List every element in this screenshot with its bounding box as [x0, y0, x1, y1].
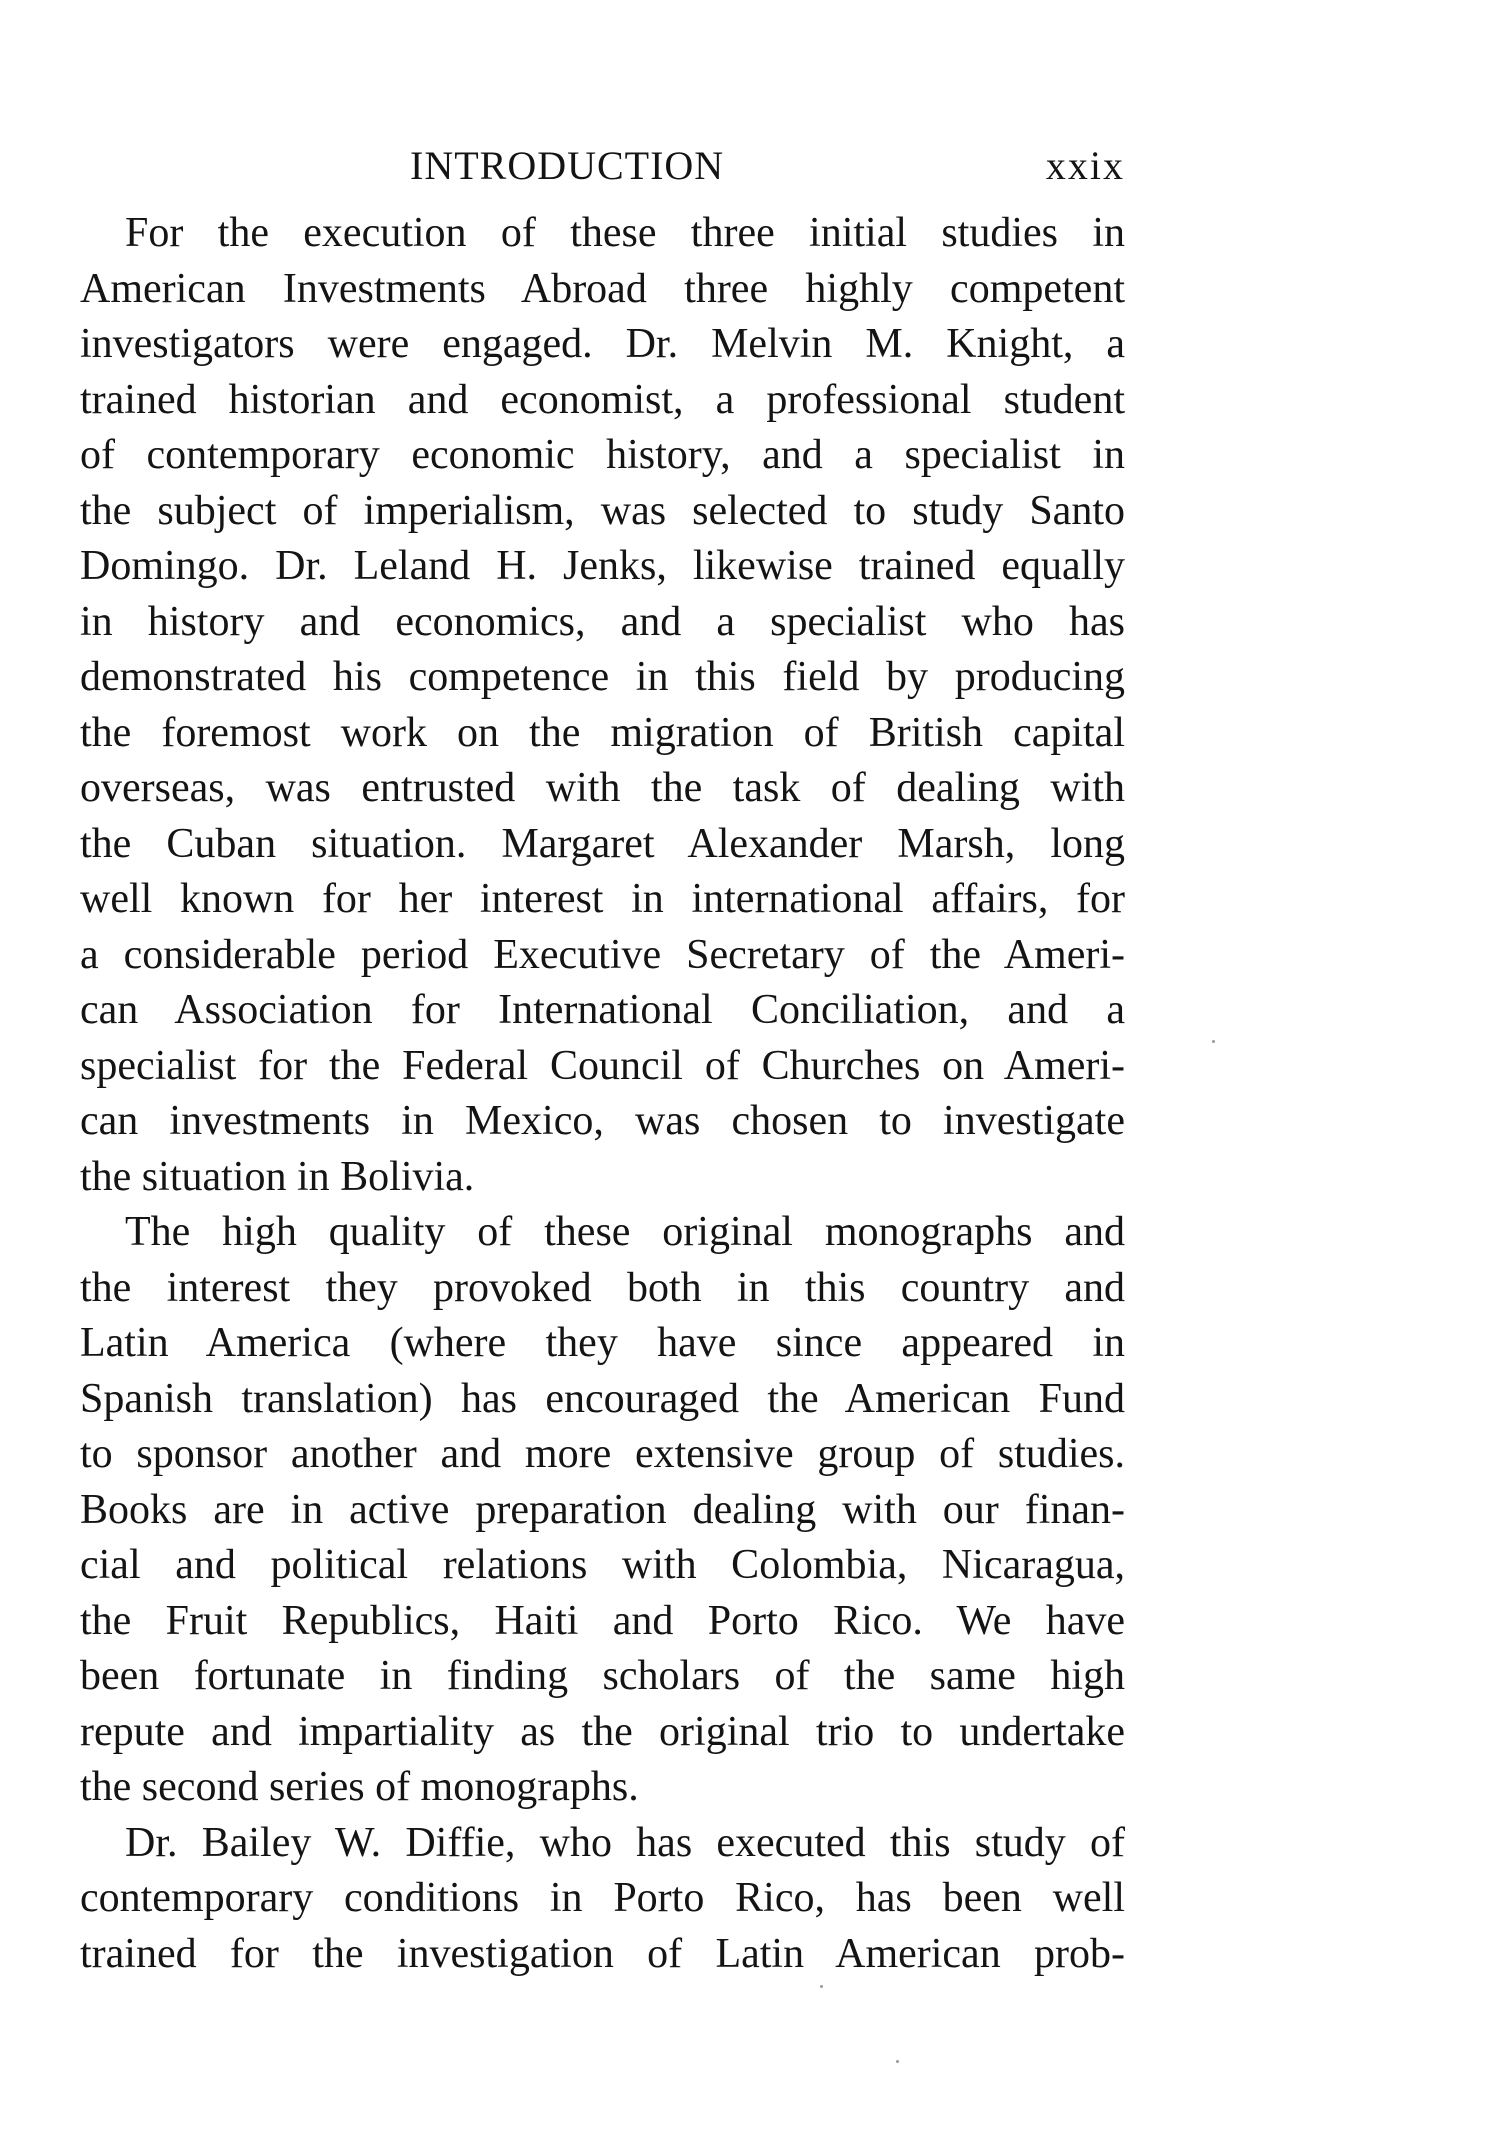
- text-line: overseas, was entrusted with the task of dealing with: [80, 765, 1125, 811]
- text-line: the interest they provoked both in this country and: [80, 1264, 1125, 1311]
- text-line: repute and impartiality as the original trio to undertake: [80, 1708, 1125, 1755]
- text-line: well known for her interest in international affairs, for: [80, 876, 1125, 922]
- text-line: in history and economics, and a specialist who has: [80, 598, 1125, 645]
- text-line: Dr. Bailey W. Diffie, who has executed this study of: [125, 1819, 1125, 1866]
- text-line: of contemporary economic history, and a specialist in: [80, 432, 1125, 478]
- text-line: the subject of imperialism, was selected to study Santo: [80, 487, 1125, 534]
- scan-speck: [1212, 1040, 1215, 1043]
- text-line: the situation in Bolivia.: [80, 1153, 475, 1200]
- text-line: can Association for International Conciliation, and a: [80, 987, 1125, 1033]
- text-line: contemporary conditions in Porto Rico, has been well: [80, 1875, 1125, 1921]
- running-head: [80, 140, 1125, 192]
- paragraph: [80, 1816, 1125, 1983]
- text-line: Books are in active preparation dealing with our finan-: [80, 1486, 1125, 1533]
- text-line: cial and political relations with Colombia, Nicaragua,: [80, 1542, 1125, 1588]
- text-line: can investments in Mexico, was chosen to investigate: [80, 1098, 1125, 1144]
- text-line: the second series of monographs.: [80, 1764, 639, 1810]
- body-text: [80, 206, 1125, 1982]
- text-line: to sponsor another and more extensive group of studies.: [80, 1431, 1125, 1477]
- text-line: investigators were engaged. Dr. Melvin M. Knight, a: [80, 321, 1125, 367]
- paragraph: [80, 1205, 1125, 1816]
- text-line: Spanish translation) has encouraged the American Fund: [80, 1375, 1125, 1422]
- text-line: the Cuban situation. Margaret Alexander Marsh, long: [80, 820, 1125, 867]
- chapter-title: INTRODUCTION: [410, 143, 725, 188]
- paragraph: [80, 206, 1125, 1205]
- text-line: The high quality of these original monographs and: [125, 1209, 1125, 1255]
- text-line: Domingo. Dr. Leland H. Jenks, likewise trained equally: [80, 543, 1125, 589]
- text-line: For the execution of these three initial studies in: [125, 210, 1125, 256]
- text-line: American Investments Abroad three highly competent: [80, 265, 1125, 312]
- text-line: trained for the investigation of Latin American prob-: [80, 1930, 1125, 1977]
- text-line: demonstrated his competence in this field by producing: [80, 654, 1125, 700]
- scan-speck: [896, 2060, 899, 2063]
- text-line: the Fruit Republics, Haiti and Porto Rico. We have: [80, 1597, 1125, 1644]
- text-line: been fortunate in finding scholars of the same high: [80, 1653, 1125, 1699]
- scan-speck: [820, 1985, 823, 1988]
- text-line: Latin America (where they have since appeared in: [80, 1320, 1125, 1366]
- page-number: xxix: [1045, 143, 1125, 188]
- text-line: trained historian and economist, a professional student: [80, 376, 1125, 423]
- text-line: a considerable period Executive Secretary of the Ameri-: [80, 931, 1125, 978]
- text-line: the foremost work on the migration of British capital: [80, 709, 1125, 756]
- text-line: specialist for the Federal Council of Churches on Ameri-: [80, 1042, 1125, 1089]
